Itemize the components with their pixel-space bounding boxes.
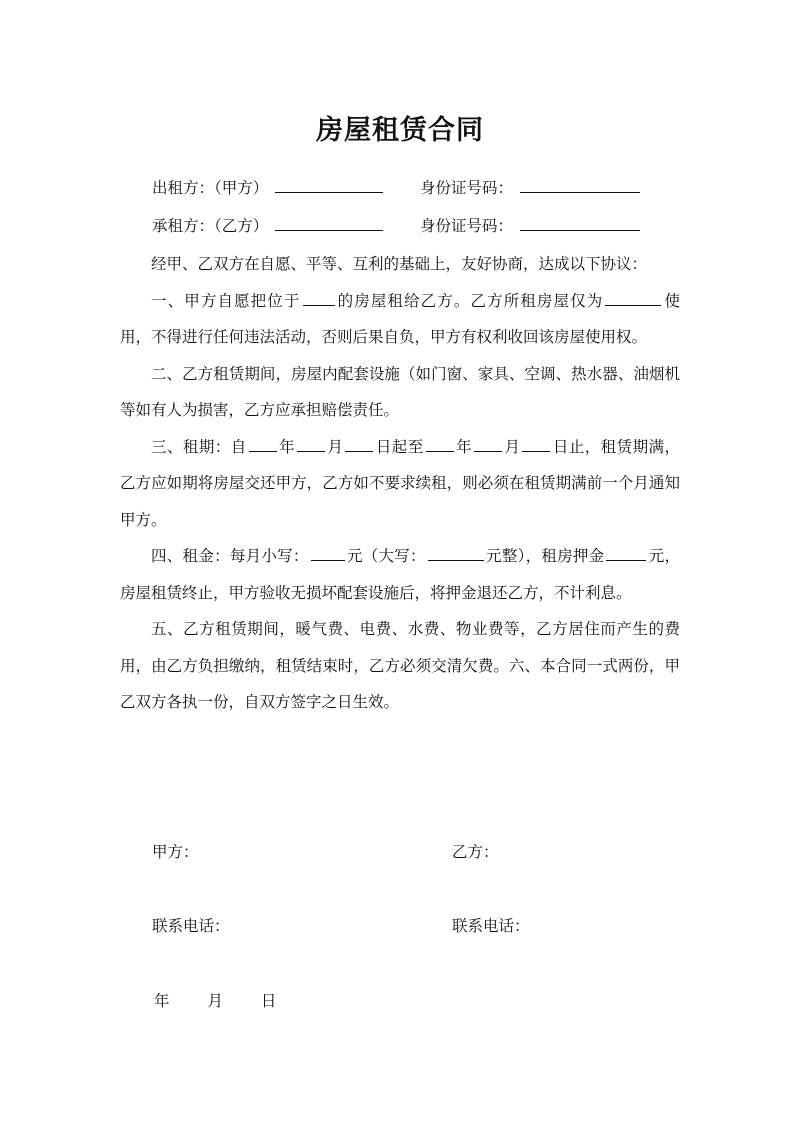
clause-3-month-2: 月 — [504, 437, 521, 456]
end-day-blank — [522, 435, 550, 452]
end-month-blank — [474, 435, 502, 452]
clause-4-a: 四、租金：每月小写： — [151, 547, 309, 565]
location-blank — [303, 289, 335, 306]
party-a-phone-label: 联系电话： — [152, 917, 230, 935]
lessor-name-blank — [275, 176, 383, 193]
clause-3 — [120, 429, 680, 539]
lessee-label: 承租方：（乙方） — [152, 217, 269, 235]
end-year-blank — [426, 435, 454, 452]
start-year-blank — [249, 435, 277, 452]
clause-3-month-1: 月 — [327, 437, 344, 456]
clause-3-year-2: 年 — [455, 437, 473, 456]
clause-5: 五、乙方租赁期间，暖气费、电费、水费、物业费等，乙方居住而产生的费用，由乙方负担缴纳，租赁结束时，乙方必须交清欠费。六、本合同一式两份，甲乙双方各执一份，自双方签字之日生效。 — [120, 620, 680, 711]
lessee-name-blank — [275, 214, 383, 231]
clause-1-c: 使用，不得进行任何违法活动，否则后果自负，甲方有权利收回该房屋使用权。 — [120, 291, 680, 346]
clause-3-day-from: 日起至 — [375, 437, 424, 456]
deposit-blank — [606, 544, 646, 561]
page-title: 房屋租赁合同 — [316, 115, 484, 146]
lessee-id-label: 身份证号码： — [420, 217, 514, 235]
start-month-blank — [297, 435, 325, 452]
date-day-label: 日 — [260, 992, 277, 1010]
clause-1 — [120, 283, 680, 356]
date-year-label: 年 — [154, 992, 170, 1010]
contract-body — [120, 246, 680, 721]
clause-4-d: 元，房屋租赁终止，甲方验收无损坏配套设施后，将押金退还乙方，不计利息。 — [120, 547, 680, 602]
party-b-phone-label: 联系电话： — [452, 917, 530, 935]
party-b-signature-label: 乙方： — [452, 843, 499, 861]
usage-blank — [605, 289, 661, 306]
clause-1-b: 的房屋租给乙方。乙方所租房屋仅为 — [336, 291, 604, 310]
party-a-signature-label: 甲方： — [152, 843, 199, 861]
clause-2: 二、乙方租赁期间，房屋内配套设施（如门窗、家具、空调、热水器、油烟机等如有人为损害，乙方应承担赔偿责任。 — [120, 364, 680, 419]
start-day-blank — [345, 435, 373, 452]
rent-amount-blank — [311, 544, 345, 561]
clause-4-c: 元整），租房押金 — [485, 547, 605, 565]
date-month-label: 月 — [207, 992, 223, 1010]
intro-paragraph: 经甲、乙双方在自愿、平等、互利的基础上，友好协商，达成以下协议： — [151, 255, 648, 273]
clause-3-day-to: 日止，租赁期满，乙方应如期将房屋交还甲方，乙方如不要求续租，则必须在租赁期满前一个月通知甲方。 — [120, 437, 680, 529]
lessee-row — [152, 214, 514, 236]
signing-date — [154, 989, 309, 1011]
lessor-id-blank — [520, 176, 640, 193]
clause-3-year-1: 年 — [278, 437, 296, 456]
lessor-label: 出租方：（甲方） — [152, 179, 269, 197]
lessee-id-blank — [520, 214, 640, 231]
clause-3-a: 三、租期：自 — [151, 437, 247, 456]
clause-4 — [120, 538, 680, 611]
lessor-id-group — [420, 176, 642, 198]
lessor-row — [152, 176, 514, 198]
clause-1-a: 一、甲方自愿把位于 — [151, 291, 301, 310]
lessor-id-label: 身份证号码： — [420, 179, 514, 197]
clause-4-b: 元（大写： — [346, 547, 426, 565]
lessee-id-group — [420, 214, 642, 236]
rent-written-blank — [428, 544, 484, 561]
